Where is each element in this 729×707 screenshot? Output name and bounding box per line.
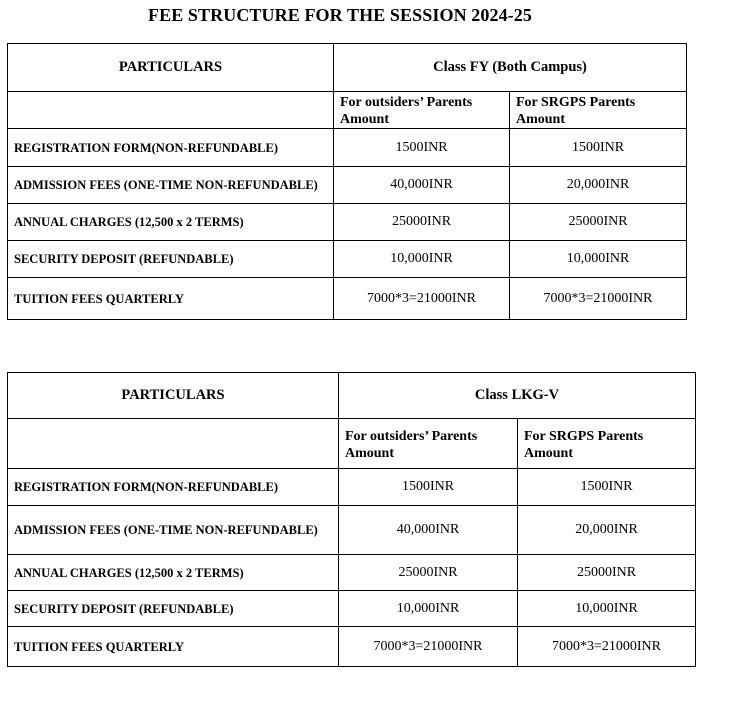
- table-row: [8, 167, 687, 204]
- srgps-amount: 7000*3=21000INR: [510, 278, 687, 320]
- table-row: [8, 204, 687, 241]
- row-label: ADMISSION FEES (ONE-TIME NON-REFUNDABLE): [8, 506, 339, 555]
- outsiders-amount: 10,000INR: [339, 591, 518, 627]
- table-row: [8, 627, 696, 667]
- srgps-amount: 1500INR: [518, 469, 696, 506]
- table-row: [8, 129, 687, 167]
- particulars-header: PARTICULARS: [8, 44, 334, 92]
- row-label: ADMISSION FEES (ONE-TIME NON-REFUNDABLE): [8, 167, 334, 204]
- row-label: REGISTRATION FORM(NON-REFUNDABLE): [8, 469, 339, 506]
- srgps-amount: 20,000INR: [518, 506, 696, 555]
- outsiders-amount: 7000*3=21000INR: [334, 278, 510, 320]
- class-header: Class FY (Both Campus): [334, 44, 687, 92]
- srgps-amount-header: For SRGPS Parents Amount: [518, 419, 696, 469]
- row-label: ANNUAL CHARGES (12,500 x 2 TERMS): [8, 204, 334, 241]
- srgps-amount: 10,000INR: [510, 241, 687, 278]
- fee-table-class-fy: [7, 43, 687, 320]
- row-label: REGISTRATION FORM(NON-REFUNDABLE): [8, 129, 334, 167]
- srgps-amount: 10,000INR: [518, 591, 696, 627]
- row-label: TUITION FEES QUARTERLY: [8, 278, 334, 320]
- class-header: Class LKG-V: [339, 373, 696, 419]
- table-row: [8, 591, 696, 627]
- table-row: [8, 278, 687, 320]
- outsiders-amount: 25000INR: [334, 204, 510, 241]
- outsiders-amount: 1500INR: [339, 469, 518, 506]
- fee-table-class-lkg-v: [7, 372, 696, 667]
- outsiders-amount-header: For outsiders’ Parents Amount: [339, 419, 518, 469]
- outsiders-amount-header: For outsiders’ Parents Amount: [334, 92, 510, 129]
- srgps-amount-header: For SRGPS Parents Amount: [510, 92, 687, 129]
- particulars-header: PARTICULARS: [8, 373, 339, 419]
- outsiders-amount: 40,000INR: [339, 506, 518, 555]
- row-label: TUITION FEES QUARTERLY: [8, 627, 339, 667]
- srgps-amount: 20,000INR: [510, 167, 687, 204]
- outsiders-amount: 7000*3=21000INR: [339, 627, 518, 667]
- row-label: SECURITY DEPOSIT (REFUNDABLE): [8, 591, 339, 627]
- row-label: SECURITY DEPOSIT (REFUNDABLE): [8, 241, 334, 278]
- srgps-amount: 7000*3=21000INR: [518, 627, 696, 667]
- outsiders-amount: 1500INR: [334, 129, 510, 167]
- empty-cell: [8, 92, 334, 129]
- table-row: [8, 555, 696, 591]
- table-row: [8, 469, 696, 506]
- row-label: ANNUAL CHARGES (12,500 x 2 TERMS): [8, 555, 339, 591]
- srgps-amount: 25000INR: [510, 204, 687, 241]
- table-row: [8, 506, 696, 555]
- outsiders-amount: 40,000INR: [334, 167, 510, 204]
- table-row: [8, 241, 687, 278]
- page-title: FEE STRUCTURE FOR THE SESSION 2024-25: [148, 5, 532, 25]
- srgps-amount: 25000INR: [518, 555, 696, 591]
- empty-cell: [8, 419, 339, 469]
- outsiders-amount: 25000INR: [339, 555, 518, 591]
- srgps-amount: 1500INR: [510, 129, 687, 167]
- outsiders-amount: 10,000INR: [334, 241, 510, 278]
